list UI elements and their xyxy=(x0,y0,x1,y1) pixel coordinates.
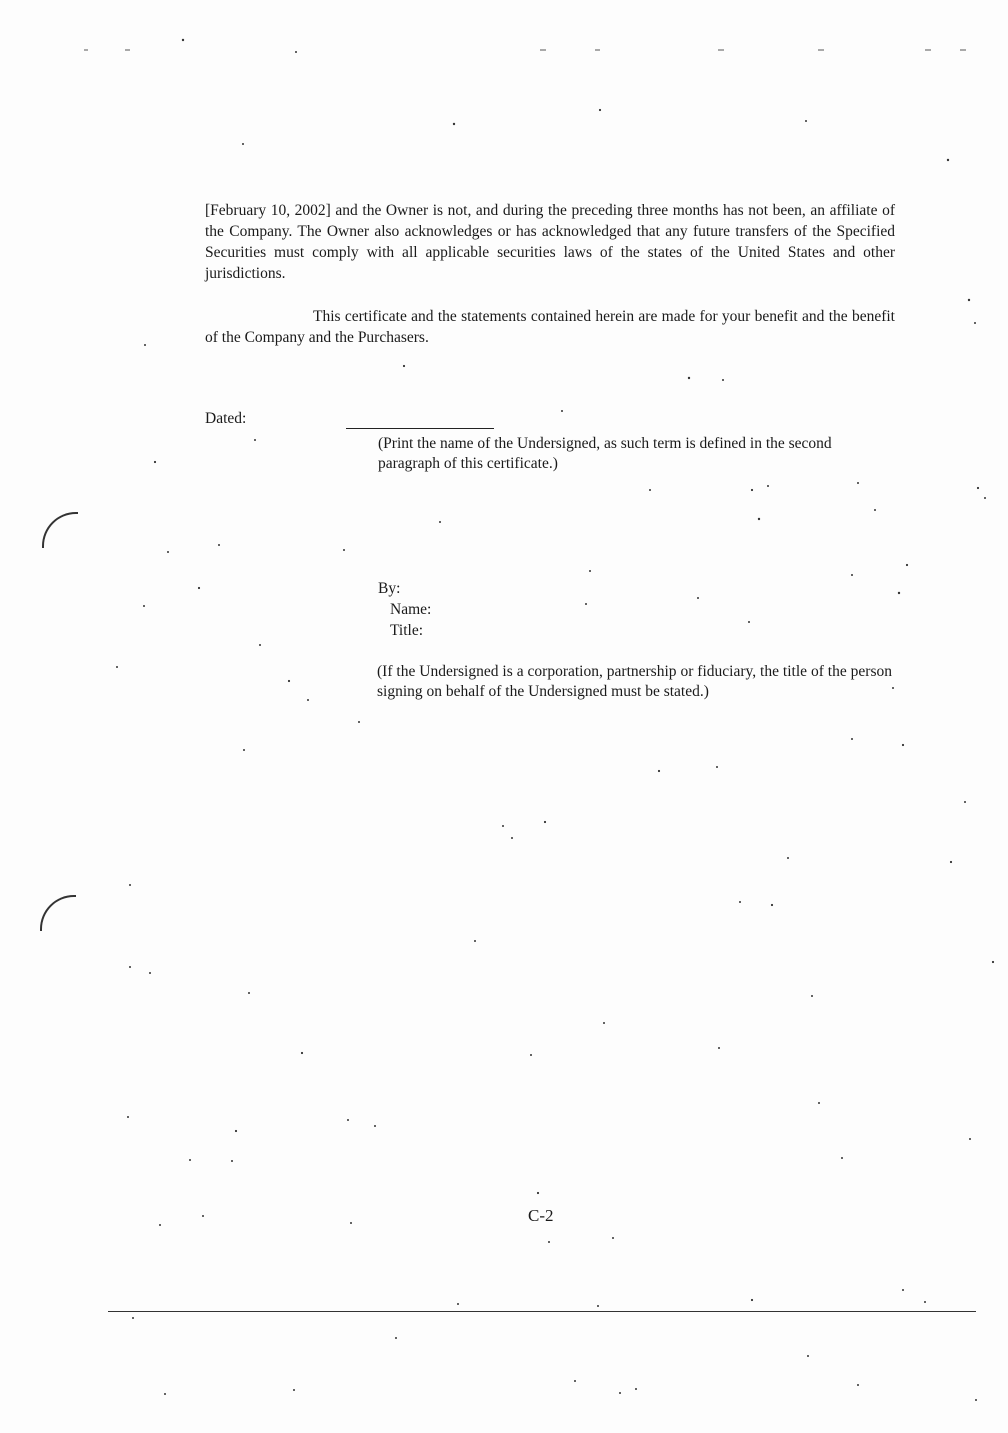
print-name-note: (Print the name of the Undersigned, as such term is defined in the second paragraph of this certificate.) xyxy=(378,435,832,472)
punch-hole-mark xyxy=(42,512,78,548)
name-label: Name: xyxy=(390,601,432,618)
signature-block xyxy=(378,578,431,641)
corporation-signer-note: (If the Undersigned is a corporation, partnership or fiduciary, the title of the person signing on behalf of the Undersigned must be stated.) xyxy=(377,663,892,700)
footer-rule xyxy=(108,1311,976,1312)
paragraph-affiliate-statement: [February 10, 2002] and the Owner is not, and during the preceding three months has not been, an affiliate of the Company. The Owner also acknowledges or has acknowledged that any future transfers of the Specified Securities must comply with all applicable securities laws of the states of the United States and other jurisdictions. xyxy=(205,202,895,282)
name-signature-line xyxy=(346,428,494,429)
by-label: By: xyxy=(378,580,401,597)
page-number: C-2 xyxy=(528,1206,554,1225)
punch-hole-mark xyxy=(40,895,76,931)
title-label: Title: xyxy=(390,622,424,639)
paragraph-certificate-benefit: This certificate and the statements contained herein are made for your benefit and the benefit of the Company and the Purchasers. xyxy=(205,308,895,346)
dated-label: Dated: xyxy=(205,410,247,427)
